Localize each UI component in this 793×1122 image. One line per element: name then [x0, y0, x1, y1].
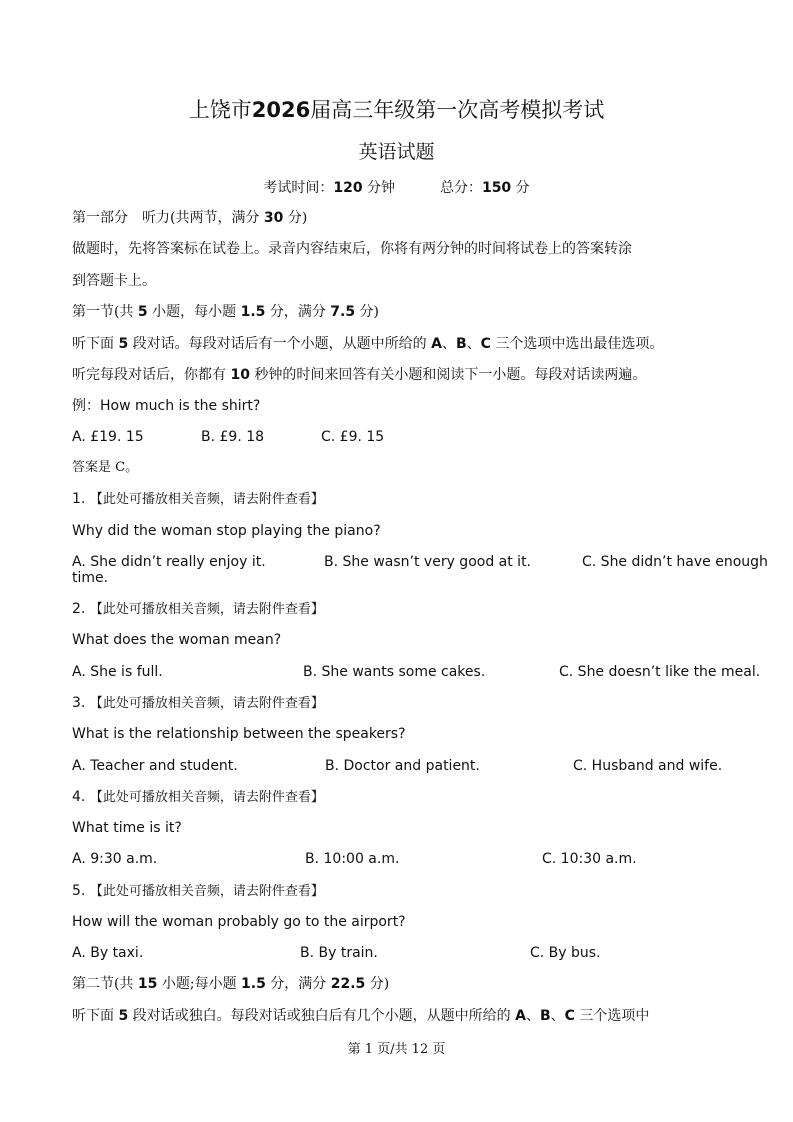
example-question: 例：How much is the shirt?: [72, 398, 261, 414]
section1-heading: 第一节(共 5 小题，每小题 1.5 分，满分 7.5 分): [72, 304, 380, 320]
question-1-note: 1. 【此处可播放相关音频，请去附件查看】: [72, 491, 324, 507]
question-5-option-b: B. By train.: [300, 945, 378, 961]
question-1-option-b: B. She wasn’t very good at it.: [324, 554, 532, 570]
part1-instruction-line2: 到答题卡上。: [72, 273, 156, 289]
question-4-stem: What time is it?: [72, 820, 182, 836]
question-5-option-a: A. By taxi.: [72, 945, 144, 961]
exam-time-score: 考试时间：120 分钟 总分：150 分: [263, 180, 530, 196]
example-option-a: A. £19. 15: [72, 429, 144, 445]
question-5-note: 5. 【此处可播放相关音频，请去附件查看】: [72, 883, 324, 899]
question-5-option-c: C. By bus.: [530, 945, 601, 961]
example-answer: 答案是 C。: [72, 460, 139, 475]
question-2-option-b: B. She wants some cakes.: [303, 664, 486, 680]
question-3-note: 3. 【此处可播放相关音频，请去附件查看】: [72, 695, 324, 711]
question-3-option-b: B. Doctor and patient.: [325, 758, 480, 774]
exam-title: 上饶市2026届高三年级第一次高考模拟考试: [188, 98, 605, 122]
exam-subtitle: 英语试题: [358, 141, 435, 163]
section2-instruction: 听下面 5 段对话或独白。每段对话或独白后有几个小题，从题中所给的 A、B、C 三个选项中: [72, 1008, 650, 1024]
question-1-option-c: C. She didn’t have enough: [582, 554, 768, 570]
part1-instruction-line1: 做题时，先将答案标在试卷上。录音内容结束后，你将有两分钟的时间将试卷上的答案转涂: [72, 241, 632, 257]
page-number: 第 1 页/共 12 页: [347, 1042, 446, 1057]
question-2-option-a: A. She is full.: [72, 664, 163, 680]
question-4-option-a: A. 9:30 a.m.: [72, 851, 158, 867]
example-option-c: C. £9. 15: [321, 429, 385, 445]
question-1-stem: Why did the woman stop playing the piano?: [72, 523, 381, 539]
question-3-stem: What is the relationship between the speakers?: [72, 726, 406, 742]
question-1-option-a: A. She didn’t really enjoy it.: [72, 554, 266, 570]
question-4-note: 4. 【此处可播放相关音频，请去附件查看】: [72, 789, 324, 805]
question-1-option-c-continued: time.: [72, 570, 109, 586]
question-5-stem: How will the woman probably go to the airport?: [72, 914, 406, 930]
example-option-b: B. £9. 18: [201, 429, 265, 445]
question-2-option-c: C. She doesn’t like the meal.: [559, 664, 761, 680]
question-3-option-c: C. Husband and wife.: [573, 758, 723, 774]
section1-instruction-line2: 听完每段对话后，你都有 10 秒钟的时间来回答有关小题和阅读下一小题。每段对话读两遍。: [72, 367, 647, 383]
question-4-option-b: B. 10:00 a.m.: [305, 851, 400, 867]
question-4-option-c: C. 10:30 a.m.: [542, 851, 637, 867]
section2-heading: 第二节(共 15 小题;每小题 1.5 分，满分 22.5 分): [72, 976, 390, 992]
section1-instruction-line1: 听下面 5 段对话。每段对话后有一个小题，从题中所给的 A、B、C 三个选项中选出最佳选项。: [72, 336, 664, 352]
question-2-stem: What does the woman mean?: [72, 632, 282, 648]
question-3-option-a: A. Teacher and student.: [72, 758, 238, 774]
question-2-note: 2. 【此处可播放相关音频，请去附件查看】: [72, 601, 324, 617]
part1-heading: 第一部分 听力(共两节，满分 30 分): [72, 210, 308, 226]
